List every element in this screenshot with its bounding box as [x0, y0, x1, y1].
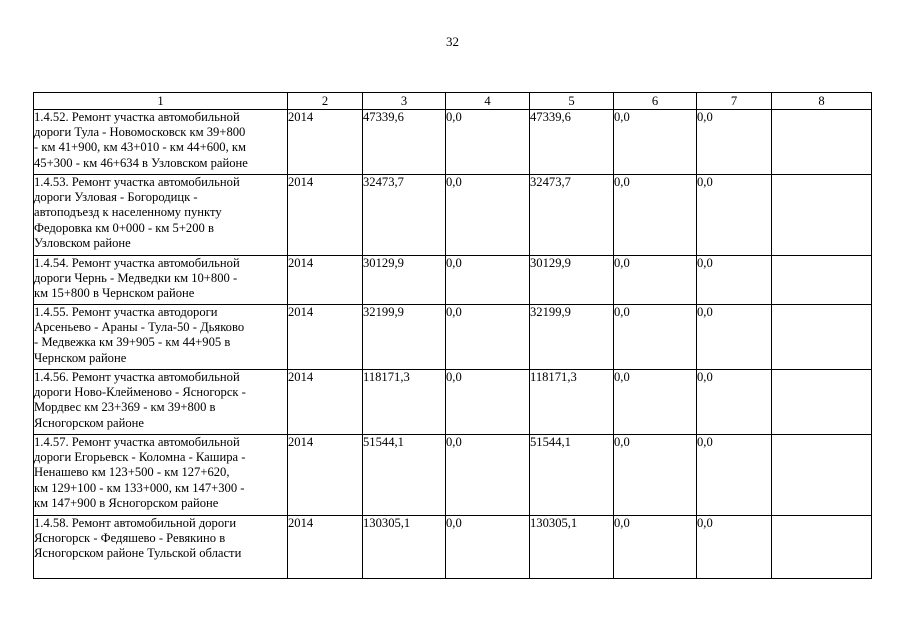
description-line: 1.4.55. Ремонт участка автодороги	[34, 305, 218, 319]
header-cell: 1	[34, 93, 288, 110]
year-cell: 2014	[288, 175, 363, 256]
item-description	[34, 435, 288, 516]
description-line: Ясногорском районе Тульской области	[34, 546, 242, 561]
header-cell: 5	[530, 93, 614, 110]
note-cell	[772, 175, 872, 256]
table-row	[34, 370, 872, 435]
table-row	[34, 516, 872, 579]
year-cell: 2014	[288, 305, 363, 370]
description-line: Узловском районе	[34, 235, 131, 250]
description-line: дороги Ново-Клейменово - Ясногорск -	[34, 385, 246, 400]
description-line: Чернском районе	[34, 350, 127, 365]
description-line: Ненашево км 123+500 - км 127+620,	[34, 465, 230, 480]
year-cell: 2014	[288, 110, 363, 175]
description-line: Федоровка км 0+000 - км 5+200 в	[34, 220, 214, 235]
page-number: 32	[446, 34, 459, 49]
description-line: км 147+900 в Ясногорском районе	[34, 495, 219, 510]
regional-cell: 30129,9	[530, 256, 614, 305]
total-cell: 118171,3	[363, 370, 446, 435]
regional-cell: 32199,9	[530, 305, 614, 370]
item-description	[34, 370, 288, 435]
description-line: Ясногорск - Федяшево - Ревякино в	[34, 531, 226, 546]
header-cell: 6	[614, 93, 697, 110]
description-line: 45+300 - км 46+634 в Узловском районе	[34, 155, 248, 170]
table-row	[34, 175, 872, 256]
regional-cell: 32473,7	[530, 175, 614, 256]
federal-cell: 0,0	[446, 110, 530, 175]
description-line: дороги Узловая - Богородицк -	[34, 190, 198, 205]
description-line: 1.4.56. Ремонт участка автомобильной	[34, 370, 240, 384]
regional-cell: 47339,6	[530, 110, 614, 175]
other-cell: 0,0	[697, 435, 772, 516]
local-cell: 0,0	[614, 516, 697, 579]
federal-cell: 0,0	[446, 305, 530, 370]
other-cell: 0,0	[697, 110, 772, 175]
note-cell	[772, 110, 872, 175]
local-cell: 0,0	[614, 435, 697, 516]
local-cell: 0,0	[614, 175, 697, 256]
header-cell: 8	[772, 93, 872, 110]
federal-cell: 0,0	[446, 175, 530, 256]
note-cell	[772, 305, 872, 370]
other-cell: 0,0	[697, 370, 772, 435]
local-cell: 0,0	[614, 370, 697, 435]
description-line: 1.4.58. Ремонт автомобильной дороги	[34, 516, 237, 530]
item-description	[34, 256, 288, 305]
description-line: Арсеньево - Араны - Тула-50 - Дьяково	[34, 320, 245, 335]
header-cell: 7	[697, 93, 772, 110]
total-cell: 30129,9	[363, 256, 446, 305]
total-cell: 32473,7	[363, 175, 446, 256]
year-cell: 2014	[288, 256, 363, 305]
year-cell: 2014	[288, 516, 363, 579]
total-cell: 47339,6	[363, 110, 446, 175]
local-cell: 0,0	[614, 110, 697, 175]
description-line: - км 41+900, км 43+010 - км 44+600, км	[34, 140, 246, 155]
note-cell	[772, 435, 872, 516]
year-cell: 2014	[288, 435, 363, 516]
item-description	[34, 110, 288, 175]
other-cell: 0,0	[697, 175, 772, 256]
note-cell	[772, 516, 872, 579]
description-line: автоподъезд к населенному пункту	[34, 205, 222, 220]
description-line: км 129+100 - км 133+000, км 147+300 -	[34, 480, 245, 495]
total-cell: 32199,9	[363, 305, 446, 370]
regional-cell: 51544,1	[530, 435, 614, 516]
description-line: 1.4.54. Ремонт участка автомобильной	[34, 256, 240, 270]
table-row	[34, 256, 872, 305]
federal-cell: 0,0	[446, 516, 530, 579]
item-description	[34, 516, 288, 579]
description-line: 1.4.52. Ремонт участка автомобильной	[34, 110, 240, 124]
header-cell: 3	[363, 93, 446, 110]
federal-cell: 0,0	[446, 435, 530, 516]
description-line: дороги Чернь - Медведки км 10+800 -	[34, 271, 238, 286]
header-row	[34, 93, 872, 110]
description-line: 1.4.53. Ремонт участка автомобильной	[34, 175, 240, 189]
regional-cell: 118171,3	[530, 370, 614, 435]
local-cell: 0,0	[614, 256, 697, 305]
note-cell	[772, 256, 872, 305]
description-line: км 15+800 в Чернском районе	[34, 286, 195, 301]
description-line: Ясногорском районе	[34, 415, 144, 430]
header-cell: 2	[288, 93, 363, 110]
other-cell: 0,0	[697, 256, 772, 305]
year-cell: 2014	[288, 370, 363, 435]
total-cell: 130305,1	[363, 516, 446, 579]
regional-cell: 130305,1	[530, 516, 614, 579]
note-cell	[772, 370, 872, 435]
table-row	[34, 435, 872, 516]
budget-table	[33, 92, 872, 579]
other-cell: 0,0	[697, 305, 772, 370]
item-description	[34, 305, 288, 370]
local-cell: 0,0	[614, 305, 697, 370]
total-cell: 51544,1	[363, 435, 446, 516]
other-cell: 0,0	[697, 516, 772, 579]
table-row	[34, 305, 872, 370]
table-body	[34, 110, 872, 579]
federal-cell: 0,0	[446, 256, 530, 305]
description-line: - Медвежка км 39+905 - км 44+905 в	[34, 335, 231, 350]
description-line: дороги Тула - Новомосковск км 39+800	[34, 125, 246, 140]
item-description	[34, 175, 288, 256]
header-cell: 4	[446, 93, 530, 110]
table-row	[34, 110, 872, 175]
description-line: Мордвес км 23+369 - км 39+800 в	[34, 400, 216, 415]
description-line: 1.4.57. Ремонт участка автомобильной	[34, 435, 240, 449]
description-line: дороги Егорьевск - Коломна - Кашира -	[34, 450, 246, 465]
federal-cell: 0,0	[446, 370, 530, 435]
